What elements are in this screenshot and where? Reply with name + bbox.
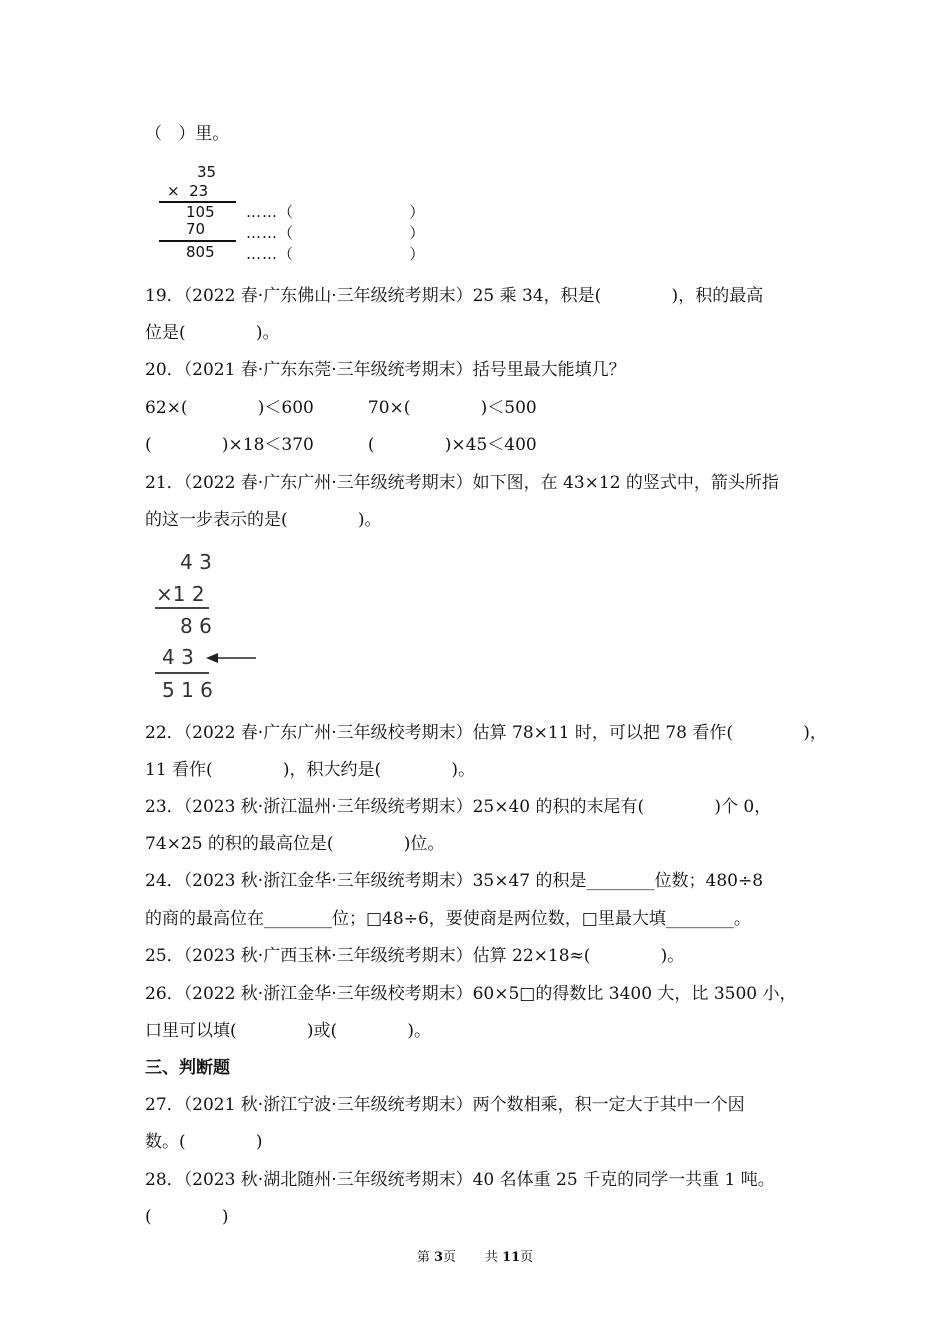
q21-line-1: 21．（2022 春·广东广州·三年级统考期末）如下图，在 43×12 的竖式中，箭头所指: [145, 473, 779, 493]
calc2-rule-2: [155, 672, 209, 674]
q28-line-2: ( ): [145, 1207, 229, 1227]
calc2-rule-1: [155, 607, 209, 609]
footer-suffix: 页: [520, 1250, 534, 1265]
q22-line-1: 22．（2022 春·广东广州·三年级校考期末）估算 78×11 时，可以把 78 看作( )，: [145, 723, 827, 743]
q27-line-2: 数。( ): [145, 1132, 263, 1152]
q20-line-3: ( )×18＜370 ( )×45＜400: [145, 435, 537, 455]
q26-line-2: 口里可以填( )或( )。: [145, 1021, 432, 1041]
q23-line-2: 74×25 的积的最高位是( )位。: [145, 834, 445, 854]
q23-line-1: 23．（2023 秋·浙江温州·三年级统考期末）25×40 的积的末尾有( )个 0，: [145, 797, 772, 817]
q19-line-1: 19．（2022 春·广东佛山·三年级统考期末）25 乘 34，积是( )，积的最高: [145, 286, 764, 306]
calc2-row-2: ×1 2: [156, 582, 205, 606]
calc1-rule-2: [159, 240, 236, 242]
q24-line-1: 24．（2023 秋·浙江金华·三年级统考期末）35×47 的积是________位数；480÷8: [145, 871, 764, 891]
section-title-judgement: 三、判断题: [145, 1058, 230, 1078]
calc1-note-3: ……（ ）: [246, 245, 426, 263]
footer-prefix: 第: [416, 1250, 434, 1265]
q26-line-1: 26．（2022 秋·浙江金华·三年级校考期末）60×5□的得数比 3400 大，比 3500 小，: [145, 984, 797, 1004]
calc2-row-4: 4 3: [162, 645, 194, 669]
calc1-row-5: 805: [186, 243, 215, 261]
footer-total-pages: 11: [502, 1250, 521, 1265]
calc1-row-4: 70: [186, 220, 206, 238]
footer-page-number: 3: [433, 1250, 443, 1265]
calc1-row-1: 35: [197, 163, 217, 181]
q20-line-1: 20．（2021 春·广东东莞·三年级统考期末）括号里最大能填几？: [145, 360, 626, 380]
calc2-row-1: 4 3: [180, 550, 212, 574]
q25-line-1: 25．（2023 秋·广西玉林·三年级统考期末）估算 22×18≈( )。: [145, 946, 685, 966]
intro-tail: （ ）里。: [145, 124, 230, 144]
pointer-arrow-icon: [204, 650, 258, 666]
q27-line-1: 27．（2021 秋·浙江宁波·三年级统考期末）两个数相乘，积一定大于其中一个因: [145, 1095, 745, 1115]
q24-line-2: 的商的最高位在________位；□48÷6，要使商是两位数，□里最大填________。: [145, 909, 751, 929]
q22-line-2: 11 看作( )，积大约是( )。: [145, 760, 476, 780]
q20-line-2: 62×( )＜600 70×( )＜500: [145, 398, 537, 418]
q19-line-2: 位是( )。: [145, 323, 280, 343]
calc2-row-5: 5 1 6: [162, 678, 213, 702]
footer-mid: 页 共: [443, 1250, 503, 1265]
q21-line-2: 的这一步表示的是( )。: [145, 510, 382, 530]
calc2-row-3: 8 6: [180, 614, 212, 638]
q28-line-1: 28．（2023 秋·湖北随州·三年级统考期末）40 名体重 25 千克的同学一共重 1 吨。: [145, 1170, 775, 1190]
calc1-note-2: ……（ ）: [246, 224, 426, 242]
calc1-note-1: ……（ ）: [246, 203, 426, 221]
calc1-row-2: × 23: [167, 182, 209, 200]
calc1-row-3: 105: [186, 203, 215, 221]
page-footer: [0, 1246, 950, 1265]
